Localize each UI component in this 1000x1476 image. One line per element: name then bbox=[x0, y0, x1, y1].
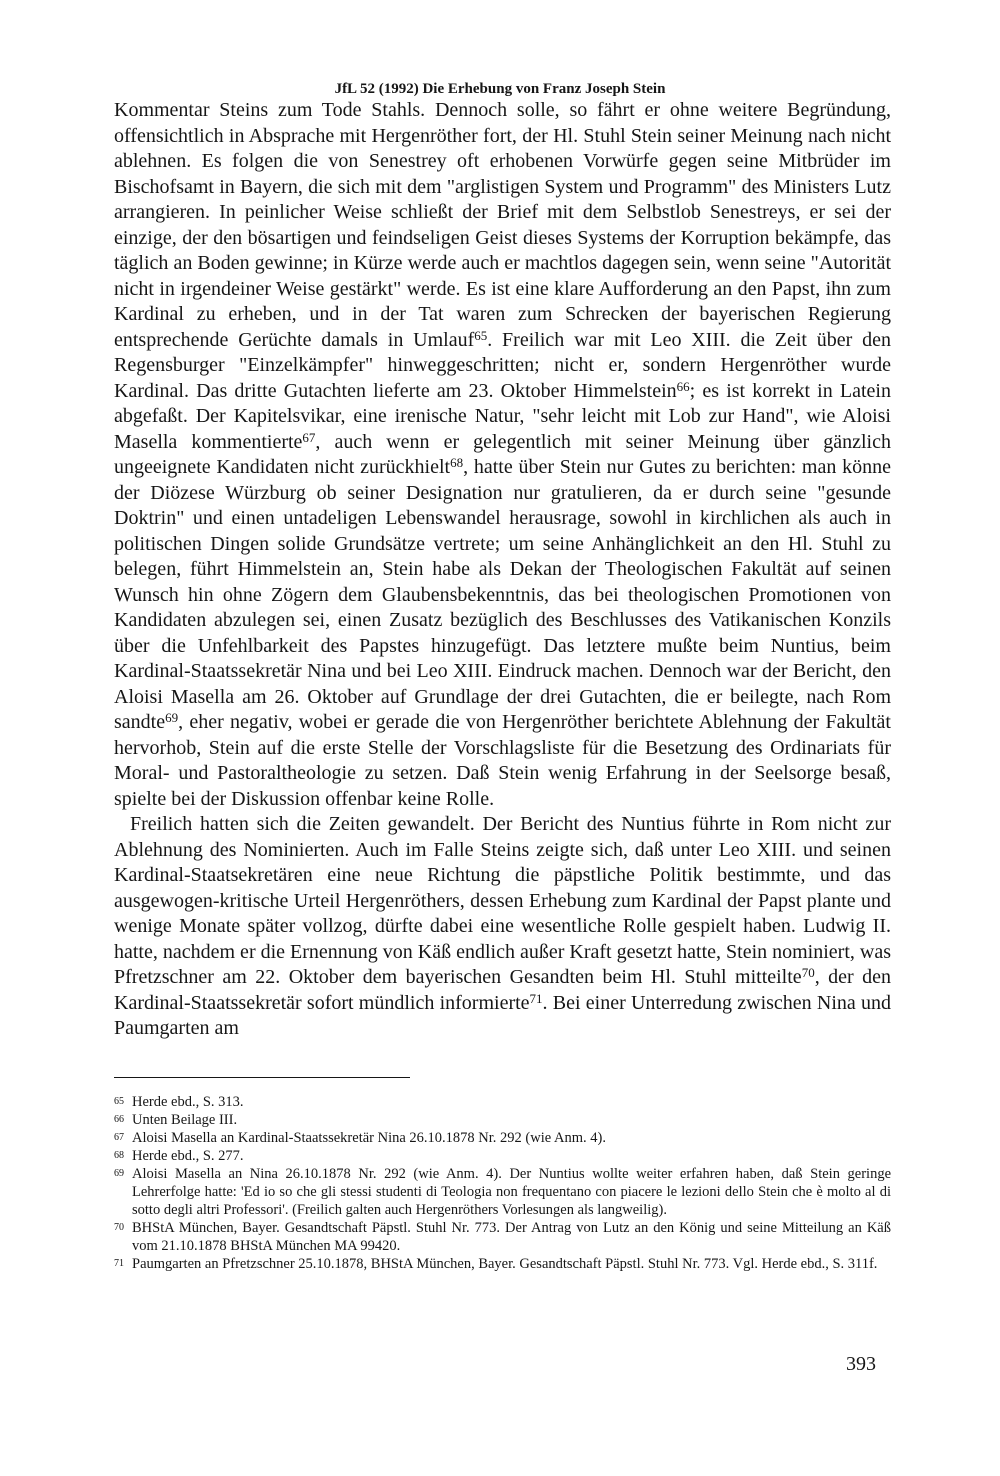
footnote-separator bbox=[114, 1077, 410, 1078]
footnote-71 bbox=[114, 1255, 891, 1273]
footnote-66 bbox=[114, 1111, 891, 1129]
text-run: Kommentar Steins zum Tode Stahls. Dennoch solle, so fährt er ohne weitere Begründung, offensichtlich in Absprache mit Hergenröther fort, der Hl. Stuhl Stein seiner Meinung nach nicht ablehnen. Es folgen die von Senestrey oft erhobenen Vorwürfe gegen seine Mitbrüder im Bischofsamt in Bayern, die sich mit dem "arglistigen System und Programm" des Ministers Lutz arrangieren. In peinlicher Weise schließt der Brief mit dem Selbstlob Senestreys, er sei der einzige, der den bösartigen und feindseligen Geist dieses Systems der Korruption bekämpfe, das täglich an Boden gewinne; in Kürze werde auch er machtlos dagegen sein, wenn seine "Autorität nicht in irgendeiner Weise gestärkt" werde. Es ist eine klare Aufforderung an den Papst, ihn zum Kardinal zu erheben, und in der Tat waren zum Schrecken der bayerischen Regierung entsprechende Gerüchte damals in Umlauf bbox=[114, 99, 891, 351]
footnote-text: Aloisi Masella an Kardinal-Staatssekretär Nina 26.10.1878 Nr. 292 (wie Anm. 4). bbox=[132, 1130, 606, 1146]
footnote-68 bbox=[114, 1147, 891, 1165]
text-run: ; es ist korrekt in Latein abgefaßt. Der Kapitelsvikar, eine irenische Natur, "sehr leicht mit Lob zur Hand", wie Aloisi Masella kommentierte bbox=[114, 379, 891, 453]
footnote-ref-67[interactable]: 67 bbox=[302, 429, 316, 445]
footnote-ref-70[interactable]: 70 bbox=[801, 965, 815, 980]
footnote-67 bbox=[114, 1129, 891, 1147]
running-head: JfL 52 (1992) Die Erhebung von Franz Joseph Stein bbox=[334, 81, 666, 97]
footnote-number: 65 bbox=[114, 1096, 124, 1107]
body-text bbox=[114, 98, 891, 1042]
footnote-number: 67 bbox=[114, 1132, 124, 1143]
footnote-text: Aloisi Masella an Nina 26.10.1878 Nr. 292 (wie Anm. 4). Der Nuntius wollte weiter erfahren haben, daß Stein geringe Lehrerfolge hatte: 'Ed io so che gli stessi studenti di Teologia non frequentano con piacere le lezioni dello Stein che è molto al di sotto degli altri Professori'. (Freilich galten auch Hergenröthers Vorlesungen als langweilig). bbox=[132, 1166, 891, 1218]
footnotes bbox=[114, 1093, 891, 1273]
footnote-text: Herde ebd., S. 313. bbox=[132, 1094, 244, 1110]
footnote-70 bbox=[114, 1219, 891, 1255]
text-run: , hatte über Stein nur Gutes zu berichten: man könne der Diözese Würzburg ob seiner Designation nur gratulieren, da er durch seine "gesunde Doktrin" und einen untadeligen Lebenswandel herausrage, sowohl in kirchlichen als auch in politischen Dingen solide Grundsätze vertrete; um seine Anhänglichkeit an den Hl. Stuhl zu belegen, führt Himmelstein an, Stein habe als Dekan der Theologischen Fakultät auf seinen Wunsch hin ohne Zögern dem Glaubensbekenntnis, das bei theologischen Promotionen von Kandidaten abzulegen sei, einen Zusatz bezüglich des Beschlusses des Vatikanischen Konzils über die Unfehlbarkeit des Papstes hinzugefügt. Das letztere mußte beim Nuntius, beim Kardinal-Staatssekretär Nina und bei Leo XIII. Eindruck machen. Dennoch war der Bericht, den Aloisi Masella am 26. Oktober auf Grundlage der drei Gutachten, die er beilegte, nach Rom sandte bbox=[114, 456, 891, 733]
footnote-text: Herde ebd., S. 277. bbox=[132, 1148, 244, 1164]
footnote-ref-71[interactable]: 71 bbox=[529, 990, 543, 1006]
footnote-text: Paumgarten an Pfretzschner 25.10.1878, BHStA München, Bayer. Gesandtschaft Päpstl. Stuhl Nr. 773. Vgl. Herde ebd., S. 311f. bbox=[132, 1256, 878, 1272]
footnote-ref-68[interactable]: 68 bbox=[450, 455, 464, 470]
footnote-ref-66[interactable]: 66 bbox=[676, 378, 690, 394]
paragraph-1 bbox=[114, 98, 891, 812]
footnote-number: 66 bbox=[114, 1114, 124, 1125]
footnote-number: 71 bbox=[114, 1258, 124, 1269]
footnote-text: BHStA München, Bayer. Gesandtschaft Päpstl. Stuhl Nr. 773. Der Antrag von Lutz an den König und seine Mitteilung an Käß vom 21.10.1878 BHStA München MA 99420. bbox=[132, 1220, 891, 1254]
text-run: , eher negativ, wobei er gerade die von Hergenröther berichtete Ablehnung der Fakultät hervorhob, Stein auf die erste Stelle der Vorschlagsliste für die Besetzung des Ordinariats für Moral- und Pastoraltheologie zu setzen. Daß Stein wenig Erfahrung in der Seelsorge besaß, spielte bei der Diskussion offenbar keine Rolle. bbox=[114, 711, 891, 810]
footnote-ref-65[interactable]: 65 bbox=[474, 327, 488, 343]
text-run: . Bei einer Unterredung zwischen Nina und Paumgarten am bbox=[114, 991, 891, 1039]
text-run: , auch wenn er gelegentlich mit seiner Meinung über gänzlich ungeeignete Kandidaten nicht zurückhielt bbox=[114, 430, 891, 478]
text-run: Freilich hatten sich die Zeiten gewandelt. Der Bericht des Nuntius führte in Rom nicht zur Ablehnung des Nominierten. Auch im Falle Steins zeigte sich, daß unter Leo XIII. und seinen Kardinal-Staatsekretären eine neue Richtung die päpstliche Politik bestimmte, und das ausgewogen-kritische Urteil Hergenröthers, dessen Erhebung zum Kardinal der Papst plante und wenige Monate später vollzog, dürfte dabei eine wesentliche Rolle gespielt haben. Ludwig II. hatte, nachdem er die Ernennung von Käß endlich außer Kraft gesetzt hatte, Stein nominiert, was Pfretzschner am 22. Oktober dem bayerischen Gesandten beim Hl. Stuhl mitteilte bbox=[114, 813, 891, 988]
text-run: , der den Kardinal-Staatssekretär sofort mündlich informierte bbox=[114, 966, 892, 1014]
footnote-69 bbox=[114, 1165, 891, 1219]
footnote-ref-69[interactable]: 69 bbox=[165, 710, 179, 725]
footnote-number: 69 bbox=[114, 1168, 124, 1179]
footnote-number: 70 bbox=[114, 1222, 124, 1233]
footnote-text: Unten Beilage III. bbox=[132, 1112, 238, 1128]
paragraph-2 bbox=[114, 812, 891, 1042]
page-number: 393 bbox=[846, 1353, 876, 1375]
footnote-number: 68 bbox=[114, 1150, 124, 1161]
text-run: . Freilich war mit Leo XIII. die Zeit über den Regensburger "Einzelkämpfer" hinweggeschritten; nicht er, sondern Hergenröther wurde Kardinal. Das dritte Gutachten lieferte am 23. Oktober Himmelstein bbox=[114, 328, 891, 402]
footnote-65 bbox=[114, 1093, 891, 1111]
